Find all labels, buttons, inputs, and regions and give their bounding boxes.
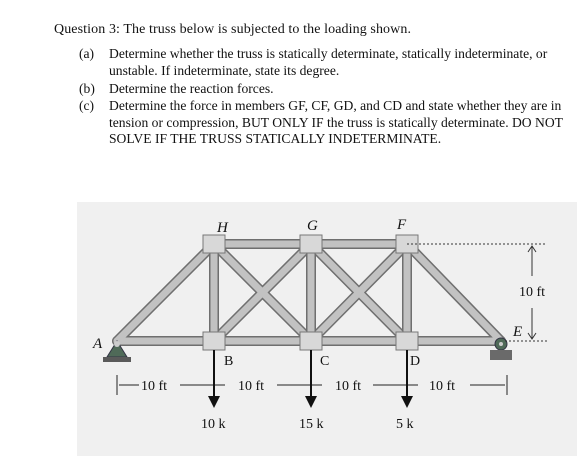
part-c-label: (c) xyxy=(79,98,95,113)
gusset-B xyxy=(203,332,225,350)
question-block xyxy=(0,0,583,200)
joint-label-C: C xyxy=(320,354,330,369)
joint-label-G: G xyxy=(307,218,318,234)
joint-label-H: H xyxy=(217,220,228,236)
joint-label-D: D xyxy=(410,354,421,369)
load-label-B: 10 k xyxy=(201,417,226,432)
question-title: Question 3: The truss below is subjected to the loading shown. xyxy=(54,22,412,37)
joint-label-E: E xyxy=(513,324,523,340)
span-label-1: 10 ft xyxy=(141,379,168,394)
load-label-C: 15 k xyxy=(299,417,324,432)
span-label-4: 10 ft xyxy=(429,379,456,394)
joint-label-B: B xyxy=(224,354,234,369)
joint-label-A: A xyxy=(93,336,103,352)
span-label-3: 10 ft xyxy=(335,379,362,394)
joint-label-F: F xyxy=(397,217,407,233)
part-a-text: Determine whether the truss is statically determinate, statically indeterminate, or unstable. If indeterminate, state its degree. xyxy=(109,46,548,78)
truss-figure xyxy=(77,202,577,456)
part-c-text: Determine the force in members GF, CF, GD, and CD and state whether they are in tension or compression, BUT ONLY IF the truss is statically determinate. DO NOT SOLVE IF THE TRUSS STATICALLY INDETERMINATE. xyxy=(109,98,563,146)
part-b-text: Determine the reaction forces. xyxy=(109,81,274,96)
height-dim-label: 10 ft xyxy=(519,285,546,300)
part-b-label: (b) xyxy=(79,81,95,96)
load-label-D: 5 k xyxy=(396,417,414,432)
truss-diagram xyxy=(77,202,577,456)
part-a-label: (a) xyxy=(79,46,95,61)
gusset-D xyxy=(396,332,418,350)
gusset-H xyxy=(203,235,225,253)
span-label-2: 10 ft xyxy=(238,379,265,394)
gusset-G xyxy=(300,235,322,253)
gusset-C xyxy=(300,332,322,350)
